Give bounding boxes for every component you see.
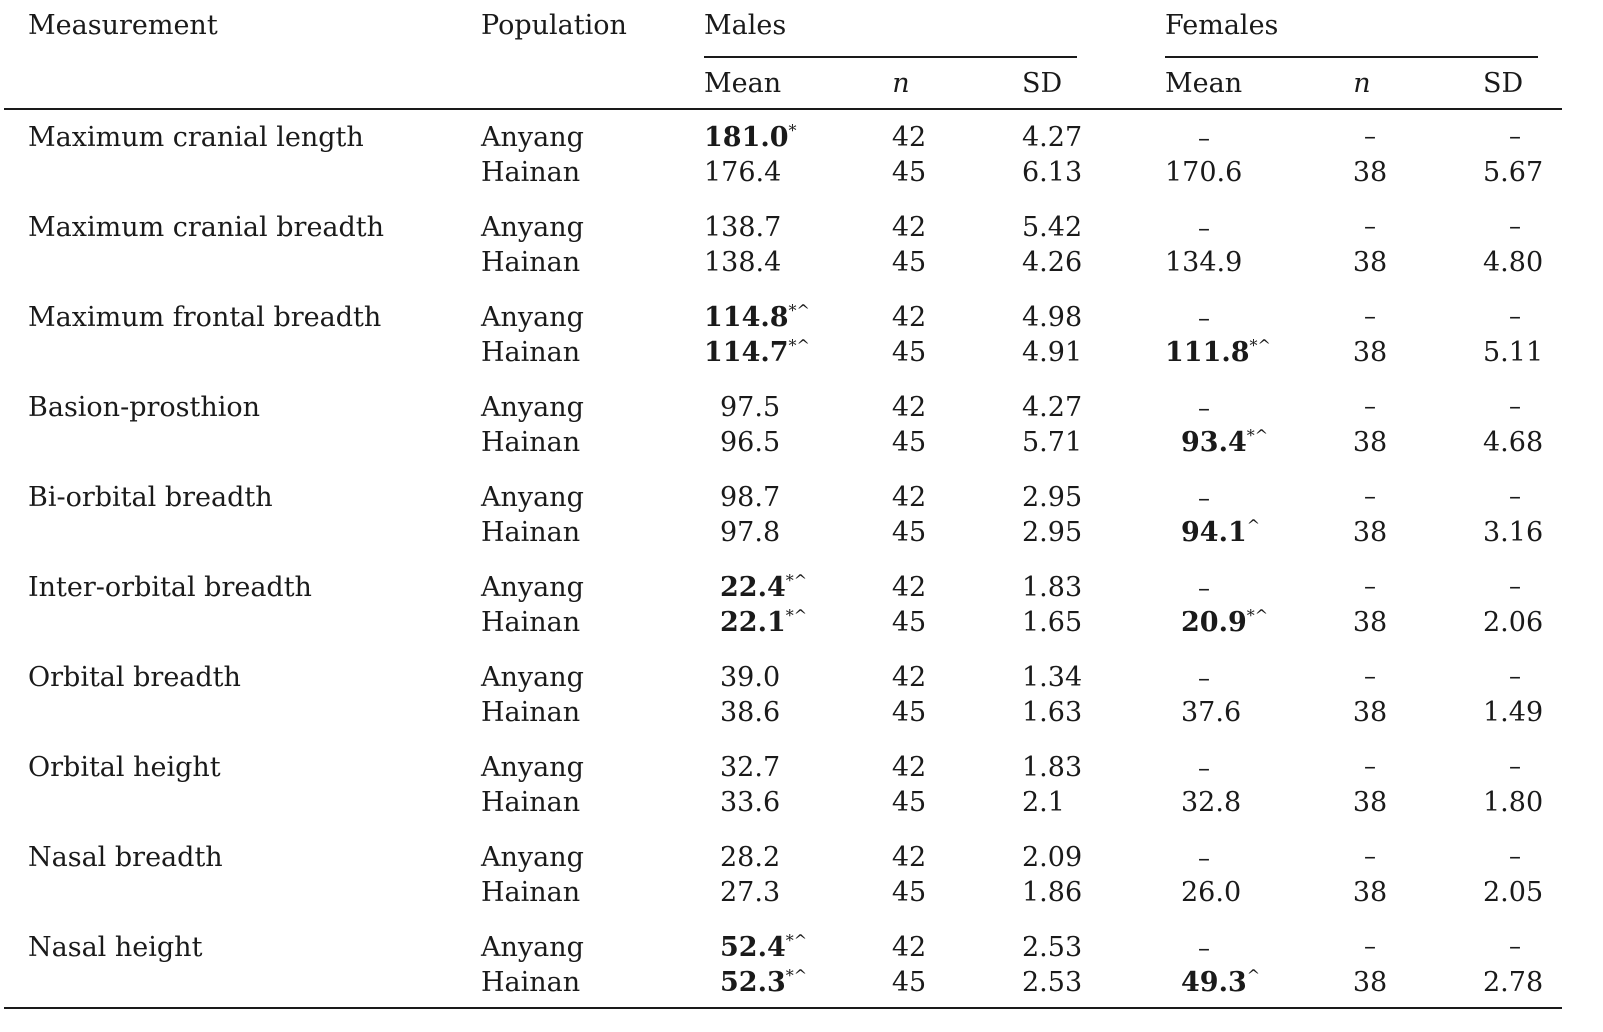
females-sd: – [1509, 662, 1521, 690]
population-name: Hainan [481, 246, 581, 278]
females-sd: 5.67 [1483, 156, 1544, 188]
females-mean [1181, 515, 1261, 548]
measurement-name: Basion-prosthion [28, 392, 261, 423]
females-sd: – [1509, 482, 1521, 510]
females-mean [1198, 124, 1210, 151]
mean-value: 27.3 [720, 876, 781, 908]
females-mean [1165, 156, 1243, 188]
females-mean [1198, 214, 1210, 241]
measurement-name: Inter-orbital breadth [28, 572, 312, 603]
females-n: 38 [1352, 246, 1388, 278]
females-sd: – [1509, 122, 1521, 150]
measurement-name: Orbital breadth [28, 662, 241, 693]
females-sd: – [1509, 392, 1521, 420]
significance-marker: ^ [1246, 965, 1261, 985]
males-mean [704, 214, 781, 241]
males-n: 45 [891, 336, 927, 368]
females-n: – [1364, 482, 1376, 510]
header-females-n: n [1353, 68, 1371, 99]
females-mean [1198, 754, 1210, 781]
females-sd: 1.80 [1483, 786, 1544, 818]
males-mean [720, 965, 808, 998]
males-mean [720, 426, 781, 458]
males-mean [704, 246, 782, 278]
mean-value: 114.7 [704, 336, 789, 368]
mean-value: 39.0 [720, 662, 781, 693]
mean-value: – [1198, 574, 1210, 602]
females-sd: 5.11 [1483, 336, 1544, 368]
females-sd: 3.16 [1483, 516, 1544, 548]
females-n: – [1364, 662, 1376, 690]
males-sd: 2.53 [1022, 932, 1083, 963]
males-sd: 1.83 [1022, 572, 1083, 603]
females-sd: – [1509, 212, 1521, 240]
mean-value: 26.0 [1181, 876, 1242, 908]
females-mean [1181, 605, 1269, 638]
population-name: Anyang [481, 662, 584, 693]
mean-value: 138.7 [704, 212, 782, 243]
mean-value: 49.3 [1181, 966, 1247, 998]
measurement-name: Maximum frontal breadth [28, 302, 382, 333]
significance-marker: *^ [1246, 605, 1269, 625]
males-n: 45 [891, 246, 927, 278]
measurement-name: Maximum cranial breadth [28, 212, 385, 243]
mean-value: 32.7 [720, 752, 781, 783]
males-sd: 4.27 [1022, 122, 1083, 153]
mean-value: 176.4 [704, 156, 782, 188]
population-name: Hainan [481, 336, 581, 368]
males-mean [720, 931, 808, 963]
males-n: 42 [891, 302, 927, 333]
males-n: 45 [891, 426, 927, 458]
header-males: Males [704, 10, 787, 41]
females-mean [1198, 484, 1210, 511]
males-sd: 1.65 [1022, 606, 1083, 638]
males-n: 45 [891, 966, 927, 998]
population-name: Hainan [481, 156, 581, 188]
females-sd: – [1509, 932, 1521, 960]
measurement-name: Bi-orbital breadth [28, 482, 273, 513]
males-n: 42 [891, 572, 927, 603]
females-n: 38 [1352, 426, 1388, 458]
males-n: 42 [891, 482, 927, 513]
females-n: – [1364, 932, 1376, 960]
males-sd: 5.42 [1022, 212, 1083, 243]
mean-value: – [1198, 664, 1210, 692]
females-mean [1181, 786, 1242, 818]
header-females-mean: Mean [1165, 68, 1243, 99]
females-sd: – [1509, 572, 1521, 600]
header-measurement: Measurement [28, 10, 218, 41]
mean-value: 97.5 [720, 392, 781, 423]
females-n: 38 [1352, 606, 1388, 638]
males-n: 45 [891, 876, 927, 908]
population-name: Hainan [481, 606, 581, 638]
mean-value: 111.8 [1165, 336, 1250, 368]
females-n: 38 [1352, 966, 1388, 998]
males-sd: 1.63 [1022, 696, 1083, 728]
males-sd: 5.71 [1022, 426, 1083, 458]
males-mean [720, 605, 808, 638]
mean-value: – [1198, 124, 1210, 152]
males-mean [704, 301, 810, 333]
females-n: – [1364, 752, 1376, 780]
males-mean [720, 571, 808, 603]
significance-marker: *^ [785, 931, 808, 950]
significance-marker: *^ [1246, 425, 1269, 445]
males-sd: 4.98 [1022, 302, 1083, 333]
mean-value: – [1198, 934, 1210, 962]
females-n: – [1364, 392, 1376, 420]
females-mean [1198, 934, 1210, 961]
measurement-name: Nasal breadth [28, 842, 223, 873]
header-bottom-rule [4, 108, 1562, 110]
significance-marker: ^ [1246, 515, 1261, 535]
mean-value: 33.6 [720, 786, 781, 818]
males-n: 42 [891, 752, 927, 783]
females-n: 38 [1352, 336, 1388, 368]
population-name: Anyang [481, 842, 584, 873]
significance-marker: *^ [788, 335, 810, 355]
males-n: 45 [891, 156, 927, 188]
males-mean [704, 335, 810, 368]
population-name: Hainan [481, 966, 581, 998]
population-name: Hainan [481, 426, 581, 458]
males-n: 42 [891, 212, 927, 243]
mean-value: 170.6 [1165, 156, 1243, 188]
females-sd: 2.78 [1483, 966, 1544, 998]
females-n: – [1364, 572, 1376, 600]
females-sd: – [1509, 842, 1521, 870]
females-mean [1181, 696, 1242, 728]
males-sd: 2.53 [1022, 966, 1083, 998]
population-name: Anyang [481, 482, 584, 513]
population-name: Hainan [481, 786, 581, 818]
mean-value: – [1198, 304, 1210, 332]
mean-value: 20.9 [1181, 606, 1247, 638]
males-sd: 4.27 [1022, 392, 1083, 423]
males-n: 42 [891, 662, 927, 693]
significance-marker: *^ [785, 605, 808, 625]
females-mean [1165, 335, 1271, 368]
females-mean [1165, 246, 1243, 278]
males-mean [720, 394, 780, 421]
significance-marker: *^ [1249, 335, 1271, 355]
males-sd: 2.09 [1022, 842, 1083, 873]
mean-value: 94.1 [1181, 516, 1247, 548]
females-sd: 4.80 [1483, 246, 1544, 278]
males-mean [720, 484, 780, 511]
population-name: Anyang [481, 122, 584, 153]
header-males-sd: SD [1022, 68, 1063, 99]
header-males-n: n [892, 68, 910, 99]
mean-value: 52.3 [720, 966, 786, 998]
mean-value: 52.4 [720, 932, 786, 963]
mean-value: – [1198, 484, 1210, 512]
mean-value: – [1198, 394, 1210, 422]
females-n: 38 [1352, 876, 1388, 908]
females-mean [1181, 965, 1261, 998]
females-mean [1198, 664, 1210, 691]
males-sd: 1.86 [1022, 876, 1083, 908]
females-n: 38 [1352, 516, 1388, 548]
females-n: – [1364, 302, 1376, 330]
females-n: – [1364, 122, 1376, 150]
females-group-rule [1165, 56, 1538, 58]
females-n: – [1364, 212, 1376, 240]
males-mean [704, 121, 797, 153]
mean-value: – [1198, 754, 1210, 782]
females-n: 38 [1352, 156, 1388, 188]
header-females: Females [1165, 10, 1279, 41]
females-sd: 2.06 [1483, 606, 1544, 638]
males-n: 45 [891, 786, 927, 818]
females-mean [1198, 574, 1210, 601]
mean-value: 97.8 [720, 516, 781, 548]
males-sd: 2.95 [1022, 482, 1083, 513]
mean-value: 114.8 [704, 302, 789, 333]
males-mean [720, 696, 781, 728]
females-sd: 4.68 [1483, 426, 1544, 458]
females-n: – [1364, 842, 1376, 870]
males-sd: 6.13 [1022, 156, 1083, 188]
males-sd: 1.34 [1022, 662, 1083, 693]
significance-marker: *^ [785, 571, 808, 590]
males-sd: 4.91 [1022, 336, 1083, 368]
significance-marker: *^ [785, 965, 808, 985]
population-name: Anyang [481, 572, 584, 603]
mean-value: 37.6 [1181, 696, 1242, 728]
males-mean [720, 876, 781, 908]
mean-value: 93.4 [1181, 426, 1247, 458]
males-mean [704, 156, 782, 188]
significance-marker: *^ [788, 301, 810, 320]
males-n: 45 [891, 606, 927, 638]
males-n: 45 [891, 516, 927, 548]
males-mean [720, 844, 780, 871]
males-n: 42 [891, 392, 927, 423]
males-mean [720, 754, 780, 781]
females-sd: – [1509, 302, 1521, 330]
mean-value: 138.4 [704, 246, 782, 278]
mean-value: 98.7 [720, 482, 781, 513]
mean-value: 22.4 [720, 572, 786, 603]
header-population: Population [481, 10, 627, 41]
header-females-sd: SD [1483, 68, 1524, 99]
population-name: Hainan [481, 696, 581, 728]
measurement-name: Orbital height [28, 752, 221, 783]
males-mean [720, 516, 781, 548]
males-n: 45 [891, 696, 927, 728]
females-sd: – [1509, 752, 1521, 780]
population-name: Anyang [481, 392, 584, 423]
males-group-rule [704, 56, 1077, 58]
males-sd: 4.26 [1022, 246, 1083, 278]
females-sd: 1.49 [1483, 696, 1544, 728]
mean-value: 38.6 [720, 696, 781, 728]
population-name: Anyang [481, 932, 584, 963]
females-mean [1181, 876, 1242, 908]
females-mean [1198, 394, 1210, 421]
measurement-name: Maximum cranial length [28, 122, 364, 153]
males-mean [720, 664, 780, 691]
header-males-mean: Mean [704, 68, 782, 99]
males-sd: 2.1 [1022, 786, 1065, 818]
population-name: Anyang [481, 302, 584, 333]
females-n: 38 [1352, 696, 1388, 728]
population-name: Anyang [481, 752, 584, 783]
mean-value: 28.2 [720, 842, 781, 873]
males-sd: 2.95 [1022, 516, 1083, 548]
significance-marker: * [788, 121, 797, 140]
males-mean [720, 786, 781, 818]
population-name: Hainan [481, 516, 581, 548]
table-bottom-rule [4, 1007, 1562, 1009]
males-n: 42 [891, 932, 927, 963]
females-sd: 2.05 [1483, 876, 1544, 908]
mean-value: 181.0 [704, 122, 789, 153]
population-name: Hainan [481, 876, 581, 908]
mean-value: 134.9 [1165, 246, 1243, 278]
females-mean [1198, 304, 1210, 331]
males-n: 42 [891, 122, 927, 153]
mean-value: 32.8 [1181, 786, 1242, 818]
mean-value: 22.1 [720, 606, 786, 638]
females-mean [1198, 844, 1210, 871]
males-sd: 1.83 [1022, 752, 1083, 783]
mean-value: – [1198, 214, 1210, 242]
measurement-name: Nasal height [28, 932, 203, 963]
males-n: 42 [891, 842, 927, 873]
females-mean [1181, 425, 1269, 458]
females-n: 38 [1352, 786, 1388, 818]
mean-value: – [1198, 844, 1210, 872]
population-name: Anyang [481, 212, 584, 243]
mean-value: 96.5 [720, 426, 781, 458]
